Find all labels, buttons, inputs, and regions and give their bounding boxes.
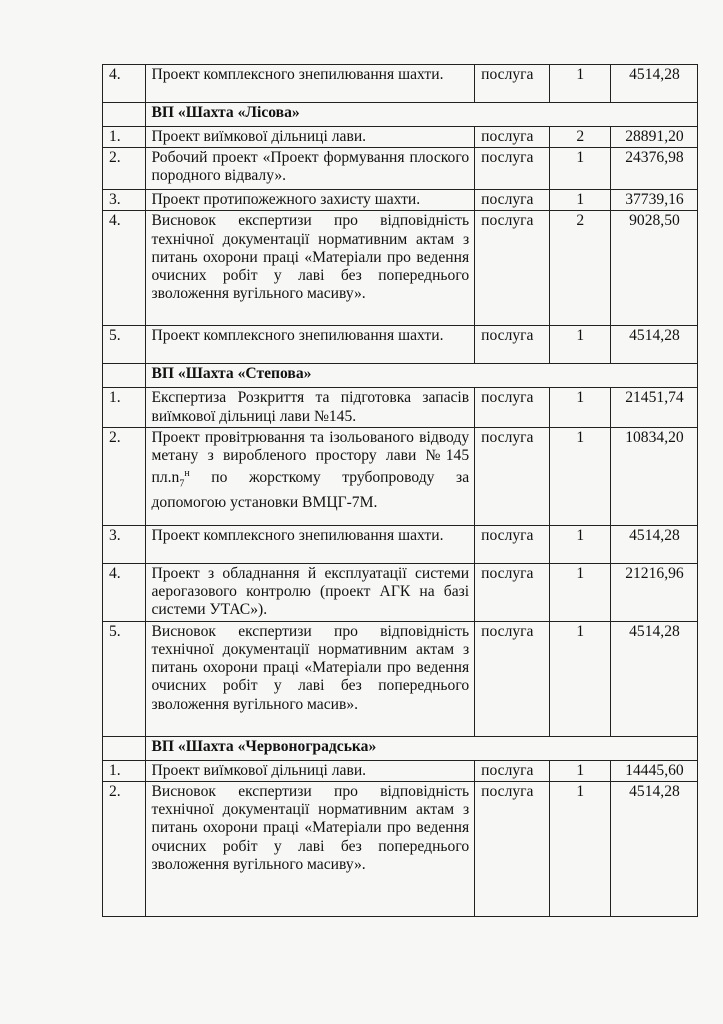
row-unit: послуга [475, 388, 550, 427]
row-unit: послуга [475, 760, 550, 781]
subscript: 7 [179, 478, 185, 490]
table-row [103, 760, 698, 781]
row-number: 2. [103, 148, 146, 190]
row-quantity: 2 [549, 127, 610, 148]
row-price: 37739,16 [610, 190, 697, 211]
row-unit: послуга [475, 190, 550, 211]
row-unit: послуга [475, 127, 550, 148]
row-unit: послуга [475, 211, 550, 326]
row-description: Проект з обладнання й експлуатації системи аерогазового контролю (проект АГК на базі системи УТАС»). [145, 563, 475, 621]
row-description: Проект комплексного знепилювання шахти. [145, 326, 475, 364]
row-price: 10834,20 [610, 427, 697, 525]
table-row [103, 388, 698, 427]
row-number: 2. [103, 782, 146, 917]
row-quantity: 1 [549, 190, 610, 211]
section-title: ВП «Шахта «Степова» [145, 364, 698, 388]
services-table [102, 64, 698, 917]
section-num-cell [103, 103, 146, 127]
services-table-body [103, 65, 698, 917]
row-number: 5. [103, 326, 146, 364]
row-price: 21451,74 [610, 388, 697, 427]
row-price: 4514,28 [610, 621, 697, 736]
row-quantity: 2 [549, 211, 610, 326]
table-row [103, 427, 698, 525]
superscript: н [184, 468, 190, 480]
table-row [103, 525, 698, 563]
table-row [103, 65, 698, 103]
row-number: 2. [103, 427, 146, 525]
table-row [103, 190, 698, 211]
row-description: Проект комплексного знепилювання шахти. [145, 525, 475, 563]
row-quantity: 1 [549, 621, 610, 736]
row-unit: послуга [475, 326, 550, 364]
table-row [103, 211, 698, 326]
table-row [103, 148, 698, 190]
row-price: 9028,50 [610, 211, 697, 326]
section-title: ВП «Шахта «Червоноградська» [145, 736, 698, 760]
section-num-cell [103, 736, 146, 760]
row-quantity: 1 [549, 65, 610, 103]
row-unit: послуга [475, 427, 550, 525]
row-quantity: 1 [549, 525, 610, 563]
row-number: 4. [103, 65, 146, 103]
table-row [103, 127, 698, 148]
row-price: 4514,28 [610, 65, 697, 103]
row-quantity: 1 [549, 563, 610, 621]
table-row [103, 563, 698, 621]
row-quantity: 1 [549, 326, 610, 364]
row-number: 5. [103, 621, 146, 736]
row-quantity: 1 [549, 782, 610, 917]
row-price: 21216,96 [610, 563, 697, 621]
row-unit: послуга [475, 65, 550, 103]
section-header-row [103, 103, 698, 127]
row-unit: послуга [475, 148, 550, 190]
row-unit: послуга [475, 563, 550, 621]
row-price: 4514,28 [610, 525, 697, 563]
table-row [103, 326, 698, 364]
row-number: 3. [103, 525, 146, 563]
row-number: 1. [103, 388, 146, 427]
row-unit: послуга [475, 525, 550, 563]
row-description: Проект протипожежного захисту шахти. [145, 190, 475, 211]
row-price: 4514,28 [610, 782, 697, 917]
row-description: Висновок експертизи про відповідність технічної документації нормативним актам з питань охорони праці «Матеріали про ведення очисних робіт у лаві без попереднього зволоження вугільного масиву». [145, 211, 475, 326]
row-description: Проект виїмкової дільниці лави. [145, 127, 475, 148]
table-row [103, 782, 698, 917]
row-description: Експертиза Розкриття та підготовка запасів виїмкової дільниці лави №145. [145, 388, 475, 427]
row-quantity: 1 [549, 760, 610, 781]
section-header-row [103, 736, 698, 760]
row-price: 24376,98 [610, 148, 697, 190]
row-number: 1. [103, 760, 146, 781]
table-row [103, 621, 698, 736]
row-number: 3. [103, 190, 146, 211]
row-price: 4514,28 [610, 326, 697, 364]
row-description: Висновок експертизи про відповідність технічної документації нормативним актам з питань охорони праці «Матеріали про ведення очисних робіт у лаві без попереднього зволоження вугільного масиву». [145, 782, 475, 917]
row-unit: послуга [475, 782, 550, 917]
row-description: Проект провітрювання та ізольованого відводу метану з виробленого простору лави №145 $пл.n_7^н$ по жорсткому трубопроводу за допомогою установки ВМЦГ-7М. [145, 427, 475, 525]
row-quantity: 1 [549, 388, 610, 427]
row-unit: послуга [475, 621, 550, 736]
row-number: 4. [103, 563, 146, 621]
row-price: 28891,20 [610, 127, 697, 148]
row-quantity: 1 [549, 427, 610, 525]
row-price: 14445,60 [610, 760, 697, 781]
row-description: Робочий проект «Проект формування плоского породного відвалу». [145, 148, 475, 190]
section-num-cell [103, 364, 146, 388]
row-quantity: 1 [549, 148, 610, 190]
section-title: ВП «Шахта «Лісова» [145, 103, 698, 127]
row-number: 4. [103, 211, 146, 326]
row-description: Висновок експертизи про відповідність технічної документації нормативним актам з питань охорони праці «Матеріали про ведення очисних робіт у лаві без попереднього зволоження вугільного масив». [145, 621, 475, 736]
row-description: Проект виїмкової дільниці лави. [145, 760, 475, 781]
row-number: 1. [103, 127, 146, 148]
row-description: Проект комплексного знепилювання шахти. [145, 65, 475, 103]
section-header-row [103, 364, 698, 388]
